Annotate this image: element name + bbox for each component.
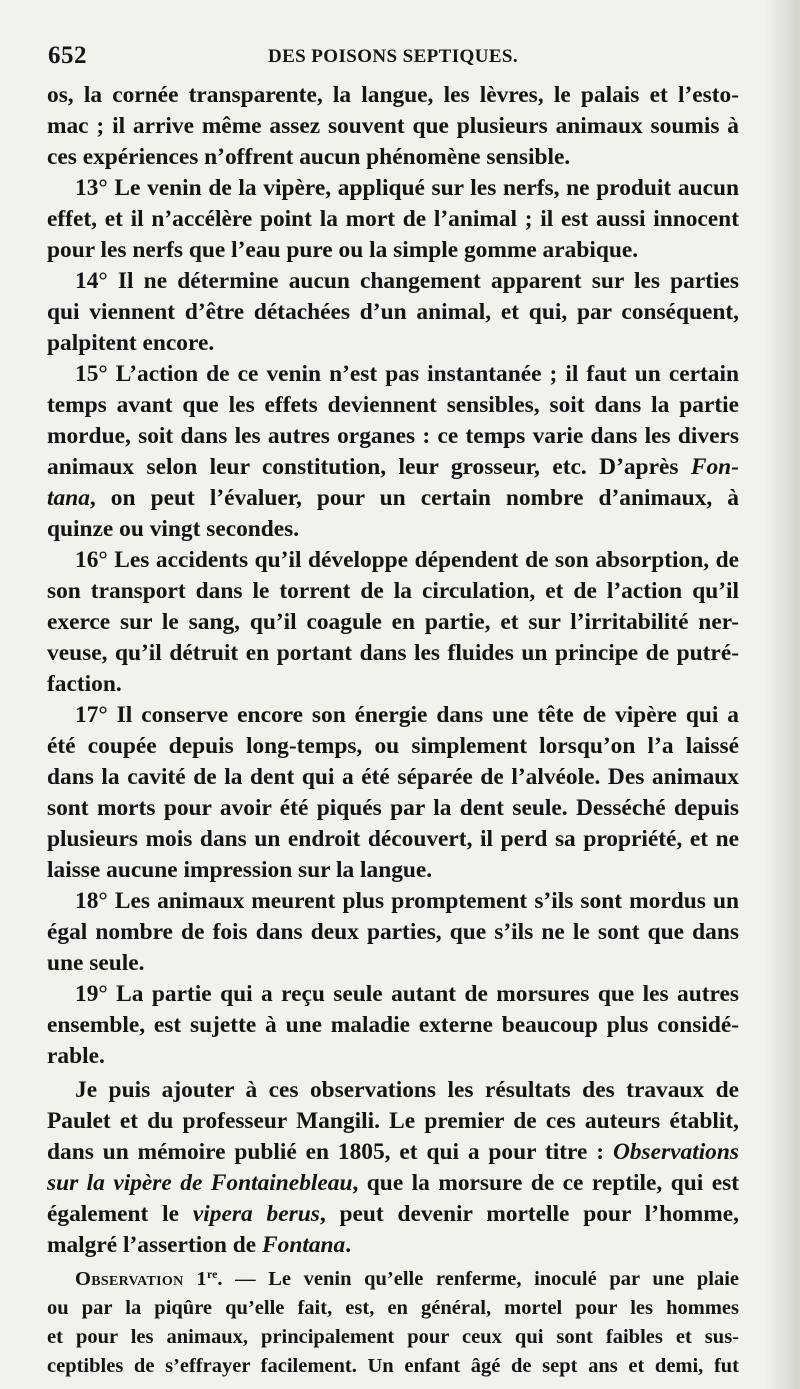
text-line: également le vipera berus, peut devenir mortelle pour l’homme,: [47, 1201, 739, 1227]
text-line: os, la cornée transparente, la langue, les lèvres, le palais et l’esto-: [47, 82, 739, 108]
text-line: Paulet et du professeur Mangili. Le premier de ces auteurs établit,: [47, 1108, 739, 1134]
text-line: veuse, qu’il détruit en portant dans les fluides un principe de putré-: [47, 640, 739, 666]
text-line: exerce sur le sang, qu’il coagule en partie, et sur l’irritabilité ner-: [47, 609, 739, 635]
page-body: [47, 80, 739, 1381]
text-line: 18° Les animaux meurent plus promptement s’ils sont mordus un: [75, 888, 739, 914]
page-number: 652: [48, 42, 87, 69]
item-13: [47, 173, 739, 266]
text-line: mordue, soit dans les autres organes : ce temps varie dans les divers: [47, 423, 739, 449]
text-line: 17° Il conserve encore son énergie dans une tête de vipère qui a: [75, 702, 739, 728]
text-segment: . — Le venin qu’elle renferme, inoculé par une plaie: [217, 1268, 739, 1290]
page-header: [48, 42, 738, 76]
item-19: [47, 979, 739, 1072]
running-head: DES POISONS SEPTIQUES.: [267, 46, 519, 67]
item-15: [47, 359, 739, 545]
text-line: 14° Il ne détermine aucun changement apparent sur les parties: [75, 268, 739, 294]
italic-text: tana: [47, 485, 90, 511]
text-line: son transport dans le torrent de la circulation, et de l’action qu’il: [47, 578, 739, 604]
text-line: palpitent encore.: [47, 330, 215, 356]
text-line: malgré l’assertion de Fontana.: [47, 1232, 352, 1258]
observation-label: Observation 1: [75, 1268, 207, 1290]
text-line: faction.: [47, 671, 122, 697]
item-16: [47, 545, 739, 700]
text-line: quinze ou vingt secondes.: [47, 516, 300, 542]
text-line: dans un mémoire publié en 1805, et qui a pour titre : Observations: [47, 1139, 739, 1165]
text-line: ensemble, est sujette à une maladie externe beaucoup plus considé-: [47, 1012, 739, 1038]
text-line: égal nombre de fois dans deux parties, que s’ils ne le sont que dans: [47, 919, 739, 945]
text-line: 16° Les accidents qu’il développe dépendent de son absorption, de: [75, 547, 739, 573]
text-segment: animaux selon leur constitution, leur grosseur, etc. D’après Fon-: [47, 454, 739, 480]
text-line: effet, et il n’accélère point la mort de l’animal ; il est aussi innocent: [47, 206, 739, 232]
paragraph-continued: [47, 80, 739, 173]
text-line: été coupée depuis long-temps, ou simplement lorsqu’on l’a laissé: [47, 733, 739, 759]
text-line: [47, 1265, 739, 1294]
observation-label-superscript: re: [206, 1267, 218, 1281]
text-line: qui viennent d’être détachées d’un animal, et qui, par conséquent,: [47, 299, 739, 325]
italic-text: vipera berus: [192, 1201, 320, 1227]
observation-paragraph: [47, 1265, 739, 1381]
item-17: [47, 700, 739, 886]
text-line: Je puis ajouter à ces observations les résultats des travaux de: [75, 1077, 739, 1103]
text-line: dans la cavité de la dent qui a été séparée de l’alvéole. Des animaux: [47, 764, 739, 790]
text-line: ou par la piqûre qu’elle fait, est, en général, mortel pour les hommes: [47, 1297, 739, 1319]
text-line: [47, 452, 739, 483]
text-line: une seule.: [47, 950, 145, 976]
text-line: temps avant que les effets deviennent sensibles, soit dans la partie: [47, 392, 739, 418]
text-line: et pour les animaux, principalement pour ceux qui sont faibles et sus-: [47, 1326, 739, 1348]
text-line: 15° L’action de ce venin n’est pas instantanée ; il faut un certain: [75, 361, 739, 387]
italic-text: Fontana: [262, 1232, 346, 1258]
italic-text: sur la vipère de Fontainebleau: [47, 1170, 353, 1196]
text-line: pour les nerfs que l’eau pure ou la simple gomme arabique.: [47, 237, 639, 263]
item-18: [47, 886, 739, 979]
text-line: sur la vipère de Fontainebleau, que la morsure de ce reptile, qui est: [47, 1170, 739, 1196]
italic-text: Observations: [612, 1139, 739, 1165]
text-line: ceptibles de s’effrayer facilement. Un enfant âgé de sept ans et demi, fut: [47, 1355, 739, 1377]
item-14: [47, 266, 739, 359]
italic-text: Fon-: [690, 454, 739, 480]
text-line: ces expériences n’offrent aucun phénomène sensible.: [47, 144, 571, 170]
text-line: plusieurs mois dans un endroit découvert, il perd sa propriété, et ne: [47, 826, 739, 852]
text-line: rable.: [47, 1043, 105, 1069]
text-line: sont morts pour avoir été piqués par la dent seule. Desséché depuis: [47, 795, 739, 821]
text-line: laisse aucune impression sur la langue.: [47, 857, 433, 883]
text-line: 19° La partie qui a reçu seule autant de morsures que les autres: [75, 981, 739, 1007]
paragraph-paulet-mangili: [47, 1075, 739, 1261]
text-line: tana, on peut l’évaluer, pour un certain nombre d’animaux, à: [47, 485, 739, 511]
text-line: mac ; il arrive même assez souvent que plusieurs animaux soumis à: [47, 113, 739, 139]
text-line: 13° Le venin de la vipère, appliqué sur les nerfs, ne produit aucun: [75, 175, 739, 201]
page-edge-shadow: [764, 0, 794, 1389]
